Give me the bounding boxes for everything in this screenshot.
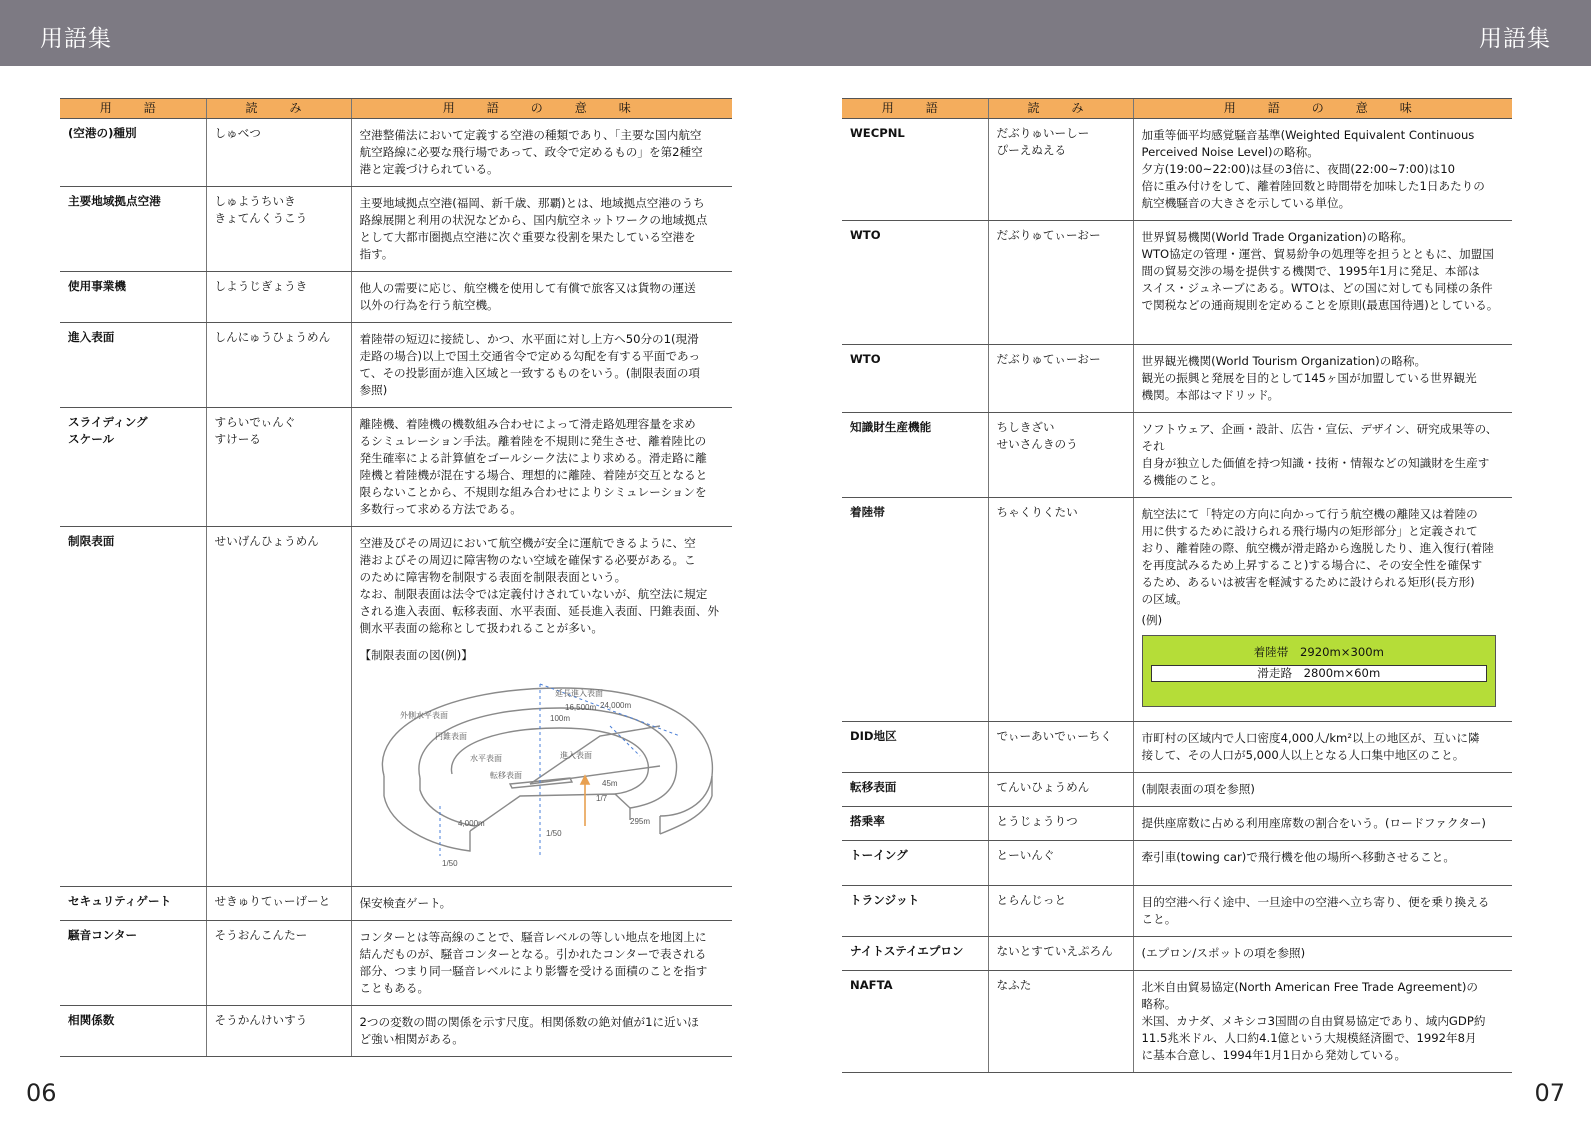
table-row (842, 773, 1512, 807)
term-cell: 搭乗率 (842, 807, 988, 841)
meaning-cell: 加重等価平均感覚騒音基準(Weighted Equivalent Continuous Perceived Noise Level)の略称。 夕方(19:00~22:00)は昼の3倍に、夜間(22:00~7:00)は10 倍に重み付けをして、離着陸回数と時間帯を加味した1日あたりの 航空機騒音の大きさを示している単位。 (1133, 119, 1512, 221)
col-header-term: 用 語 (60, 99, 206, 119)
table-row (60, 1006, 732, 1057)
reading-cell: せきゅりてぃーげーと (206, 887, 351, 921)
reading-cell: そうかんけいすう (206, 1006, 351, 1057)
table-row (842, 722, 1512, 773)
meaning-cell: 他人の需要に応じ、航空機を使用して有償で旅客又は貨物の運送 以外の行為を行う航空機。 (351, 272, 732, 323)
header-title-left: 用語集 (40, 26, 112, 52)
term-cell: ナイトステイエプロン (842, 937, 988, 971)
term-cell: 使用事業機 (60, 272, 206, 323)
table-row (60, 887, 732, 921)
reading-cell: とーいんぐ (988, 841, 1133, 886)
term-cell: WECPNL (842, 119, 988, 221)
table-row (842, 841, 1512, 886)
term-cell: 騒音コンター (60, 921, 206, 1006)
label-horizontal: 水平表面 (469, 754, 502, 763)
term-cell: セキュリティゲート (60, 887, 206, 921)
term-cell: スライディング スケール (60, 408, 206, 527)
table-row (842, 937, 1512, 971)
glossary-table-right (842, 98, 1512, 1073)
page-number-left: 06 (26, 1079, 57, 1107)
meaning-cell-with-figure (351, 527, 732, 887)
meaning-cell: (エプロン/スポットの項を参照) (1133, 937, 1512, 971)
reading-cell: でぃーあいでぃーちく (988, 722, 1133, 773)
reading-cell: しようじぎょうき (206, 272, 351, 323)
table-header-row (842, 99, 1512, 119)
label-dist-4000: 4,000m (457, 819, 485, 828)
col-header-meaning: 用 語 の 意 味 (1133, 99, 1512, 119)
meaning-cell: (制限表面の項を参照) (1133, 773, 1512, 807)
approach-line (530, 726, 660, 784)
landing-strip-caption (1143, 644, 1496, 661)
table-row (60, 119, 732, 187)
landing-strip-size: 2920m×300m (1299, 645, 1384, 659)
runway-label: 滑走路 (1257, 666, 1293, 680)
term-cell: (空港の)種別 (60, 119, 206, 187)
reading-cell: ないとすていえぷろん (988, 937, 1133, 971)
meaning-cell: 保安検査ゲート。 (351, 887, 732, 921)
meaning-cell: 空港整備法において定義する空港の種類であり、「主要な国内航空 航空路線に必要な飛行場であって、政令で定めるもの」を第2種空 港と定義づけられている。 (351, 119, 732, 187)
term-cell: NAFTA (842, 971, 988, 1073)
inner-ring (418, 708, 676, 808)
reading-cell: すらいでぃんぐ すけーる (206, 408, 351, 527)
reading-cell: せいげんひょうめん (206, 527, 351, 887)
term-cell: 着陸帯 (842, 498, 988, 722)
term-cell: WTO (842, 221, 988, 345)
term-cell: 進入表面 (60, 323, 206, 408)
col-header-term: 用 語 (842, 99, 988, 119)
reading-cell: だぶりゅてぃーおー (988, 345, 1133, 413)
label-approach: 進入表面 (559, 751, 592, 760)
table-row (842, 221, 1512, 345)
table-row (842, 886, 1512, 937)
term-cell: 制限表面 (60, 527, 206, 887)
landing-strip-label: 着陸帯 (1253, 645, 1289, 659)
table-row (60, 323, 732, 408)
reading-cell: そうおんこんたー (206, 921, 351, 1006)
table-header-row (60, 99, 732, 119)
table-row (842, 119, 1512, 221)
meaning-cell: 世界観光機関(World Tourism Organization)の略称。 観光の振興と発展を目的として145ヶ国が加盟している世界観光 機関。本部はマドリッド。 (1133, 345, 1512, 413)
term-cell: DID地区 (842, 722, 988, 773)
reading-cell: だぶりゅいーしー ぴーえぬえる (988, 119, 1133, 221)
label-height-45: 45m (601, 779, 618, 788)
outer-ring-top (382, 688, 712, 816)
meaning-text: 航空法にて「特定の方向に向かって行う航空機の離陸又は着陸の 用に供するために設けられる飛行場内の矩形部分」と定義されて おり、離着陸の際、航空機が滑走路から逸脱したり、進入復行(着陸 を再度試みるため上昇すること)する場合に、その安全性を確保す るため、あるいは被害を軽減するために設けられる矩形(長方形) の区域。 (1141, 507, 1494, 606)
restricted-surface-diagram (360, 666, 722, 878)
table-row (60, 272, 732, 323)
table-row (60, 921, 732, 1006)
meaning-text: 空港及びその周辺において航空機が安全に運航できるように、空 港およびその周辺に障害物のない空域を確保する必要がある。こ のために障害物を制限する表面を制限表面という。 なお、制限表面は法令では定義付けされていないが、航空法に規定 される進入表面、転移表面、水平表面、延長進入表面、円錐表面、外 側水平表面の総称として扱われることが多い。 (359, 536, 719, 635)
label-transitional: 転移表面 (489, 771, 522, 780)
table-row (842, 498, 1512, 722)
landing-strip-box (1142, 635, 1497, 707)
term-cell: WTO (842, 345, 988, 413)
meaning-cell: 市町村の区域内で人口密度4,000人/km²以上の地区が、互いに隣 接して、その人口が5,000人以上となる人口集中地区のこと。 (1133, 722, 1512, 773)
label-slope-1-50b: 1/50 (545, 829, 562, 838)
meaning-cell: 牽引車(towing car)で飛行機を他の場所へ移動させること。 (1133, 841, 1512, 886)
meaning-cell-with-example (1133, 498, 1512, 722)
header-bar (0, 0, 1591, 66)
col-header-reading: 読 み (988, 99, 1133, 119)
reading-cell: とうじょうりつ (988, 807, 1133, 841)
meaning-cell: 主要地域拠点空港(福岡、新千歳、那覇)とは、地域拠点空港のうち 路線展開と利用の状況などから、国内航空ネットワークの地域拠点 として大都市圏拠点空港に次ぐ重要な役割を果たしている空港を 指す。 (351, 187, 732, 272)
meaning-cell: 世界貿易機関(World Trade Organization)の略称。 WTO協定の管理・運営、貿易紛争の処理等を担うとともに、加盟国 間の貿易交渉の場を提供する機関で、1995年1月に発足、本部は スイス・ジュネーブにある。WTOは、どの国に対しても同様の条件 で関税などの通商規則を定めることを原則(最恵国待遇)としている。 (1133, 221, 1512, 345)
term-cell: 主要地域拠点空港 (60, 187, 206, 272)
reading-cell: しゅべつ (206, 119, 351, 187)
reading-cell: ちしきざい せいさんきのう (988, 413, 1133, 498)
label-conical: 円錐表面 (434, 732, 467, 741)
runway-box (1151, 665, 1488, 682)
table-row (842, 413, 1512, 498)
table-row (60, 527, 732, 887)
reading-cell: とらんじっと (988, 886, 1133, 937)
page-number-right: 07 (1534, 1079, 1565, 1107)
label-height-295: 295m (629, 817, 650, 826)
reading-cell: しゅようちいき きょてんくうこう (206, 187, 351, 272)
figure-caption: 【制限表面の図(例)】 (359, 648, 473, 662)
term-cell: トーイング (842, 841, 988, 886)
header-title-right: 用語集 (1479, 26, 1551, 52)
reading-cell: なふた (988, 971, 1133, 1073)
table-row (60, 187, 732, 272)
table-row (60, 408, 732, 527)
col-header-meaning: 用 語 の 意 味 (351, 99, 732, 119)
meaning-cell: ソフトウェア、企画・設計、広告・宣伝、デザイン、研究成果等の、それ 自身が独立した価値を持つ知識・技術・情報などの知識財を生産す る機能のこと。 (1133, 413, 1512, 498)
table-row (842, 807, 1512, 841)
reading-cell: しんにゅうひょうめん (206, 323, 351, 408)
label-dist-16500: 16,500m (564, 703, 596, 712)
label-slope-1-50: 1/50 (441, 859, 458, 868)
label-height-100: 100m (549, 714, 570, 723)
meaning-cell: 着陸帯の短辺に接続し、かつ、水平面に対し上方へ50分の1(現滑 走路の場合)以上で国土交通省令で定める勾配を有する平面であっ て、その投影面が進入区域と一致するものをいう。(制限表面の項 参照) (351, 323, 732, 408)
meaning-cell: 北米自由貿易協定(North American Free Trade Agreement)の 略称。 米国、カナダ、メキシコ3国間の自由貿易協定であり、域内GDP約 11.5兆米ドル、人口約4.1億という大規模経済圏で、1992年8月 に基本合意し、1994年1月1日から発効している。 (1133, 971, 1512, 1073)
col-header-reading: 読 み (206, 99, 351, 119)
term-cell: 知識財生産機能 (842, 413, 988, 498)
label-dist-24000: 24,000m (599, 701, 631, 710)
meaning-cell: 目的空港へ行く途中、一旦途中の空港へ立ち寄り、便を乗り換える こと。 (1133, 886, 1512, 937)
meaning-cell: 提供座席数に占める利用座席数の割合をいう。(ロードファクター) (1133, 807, 1512, 841)
term-cell: トランジット (842, 886, 988, 937)
reading-cell: てんいひょうめん (988, 773, 1133, 807)
meaning-cell: コンターとは等高線のことで、騒音レベルの等しい地点を地図上に 結んだものが、騒音コンターとなる。引かれたコンターで表される 部分、つまり同一騒音レベルにより影響を受ける面積のことを指す こともある。 (351, 921, 732, 1006)
reading-cell: だぶりゅてぃーおー (988, 221, 1133, 345)
term-cell: 転移表面 (842, 773, 988, 807)
table-row (842, 345, 1512, 413)
label-outer-horizontal: 外側水平表面 (399, 711, 448, 720)
meaning-cell: 離陸機、着陸機の機数組み合わせによって滑走路処理容量を求め るシミュレーション手法。離着陸を不規則に発生させ、離着陸比の 発生確率による計算値をゴールシーク法により求める。滑走路に離 陸機と着陸機が混在する場合、理想的に離陸、着陸が交互となると 限らないことから、不規則な組み合わせによりシミュレーションを 多数行って求める方法である。 (351, 408, 732, 527)
term-cell: 相関係数 (60, 1006, 206, 1057)
meaning-cell: 2つの変数の間の関係を示す尺度。相関係数の絶対値が1に近いほ ど強い相関がある。 (351, 1006, 732, 1057)
reading-cell: ちゃくりくたい (988, 498, 1133, 722)
table-row (842, 971, 1512, 1073)
example-label: (例) (1141, 613, 1163, 627)
label-slope-1-7: 1/7 (595, 794, 607, 803)
runway-size: 2800m×60m (1303, 666, 1381, 680)
label-extended-approach: 延長進入表面 (554, 689, 603, 698)
glossary-table-left (60, 98, 732, 1057)
